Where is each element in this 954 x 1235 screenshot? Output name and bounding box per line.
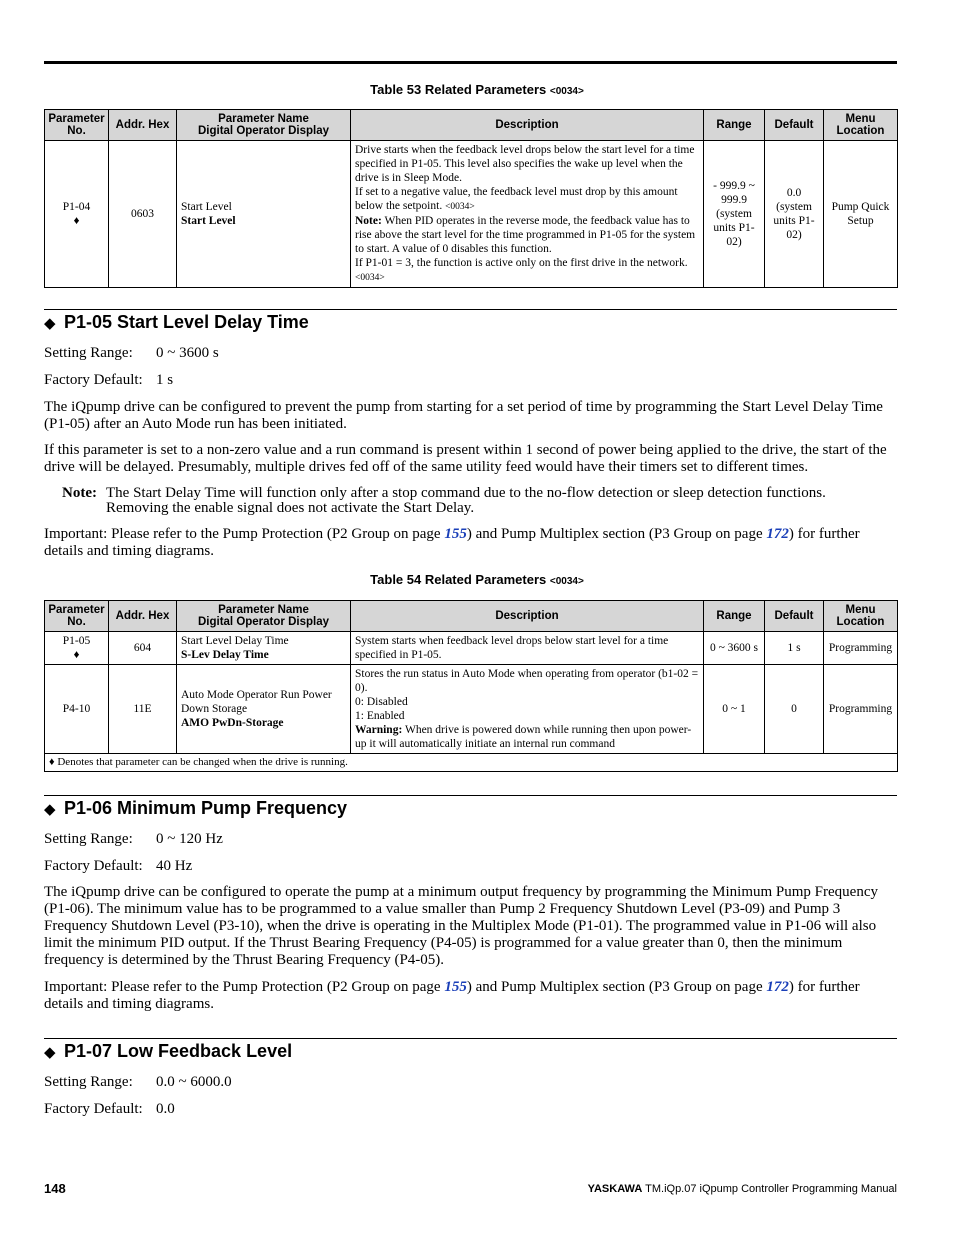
menu-cell: Programming (824, 632, 898, 665)
important-paragraph (44, 979, 897, 1013)
table-53-header-row (45, 110, 898, 141)
col-header-menu: Menu Location (824, 110, 898, 141)
desc-text-2: If set to a negative value, the feedback level must drop by this amount below the setpoint. (355, 186, 678, 212)
top-rule (44, 61, 897, 64)
col-header-range: Range (704, 110, 765, 141)
col-header-addr: Addr. Hex (109, 601, 177, 632)
default-cell: 0 (765, 665, 824, 754)
desc-cell (351, 141, 704, 288)
col-header-name (177, 110, 351, 141)
run-change-mark: ♦ (73, 215, 80, 227)
desc-note-label: Note: (355, 215, 382, 227)
desc-text-1: Stores the run status in Auto Mode when operating from operator (b1-02 = 0). (355, 668, 699, 694)
setting-range-value: 0.0 ~ 6000.0 (156, 1074, 232, 1090)
desc-text-3: 1: Enabled (355, 710, 405, 722)
col-header-name-b: Digital Operator Display (197, 125, 329, 137)
factory-default-value: 1 s (156, 372, 174, 388)
param-cell: P4-10 (45, 665, 109, 754)
note-text: The Start Delay Time will function only after a stop command due to the no-flow detection or sleep detection functions. Removing the enable signal does not activate the Start Delay. (106, 485, 826, 516)
table-54-header-row (45, 601, 898, 632)
name-cell (177, 632, 351, 665)
addr-cell: 0603 (109, 141, 177, 288)
desc-tag-1: <0034> (445, 202, 475, 212)
section-title-text: P1-05 Start Level Delay Time (64, 312, 309, 332)
note (62, 486, 882, 516)
col-header-name-b: Digital Operator Display (197, 616, 329, 628)
col-header-name-a: Parameter Name (218, 113, 309, 125)
paragraph: The iQpump drive can be configured to operate the pump at a minimum output frequency by programming the Minimum Pump Frequency (P1-06). The minimum value has to be programmed to a value smaller than Pump 2 Frequency Shutdown Level (P3-09) and Pump 3 Frequency Shutdown Level (P3-10), when the drive is operating in the Multiplex Mode (P1-01). The programmed value in P1-06 will also limit the minimum PID output. If the Thrust Bearing Frequency (P4-05) is programmed for a value greater than 0, then the minimum frequency is determined by the Thrust Bearing Frequency (P4-05). (44, 884, 878, 968)
factory-default-label: Factory Default: (44, 1101, 143, 1117)
note-label: Note: (62, 485, 97, 501)
footer-manual-title: TM.iQp.07 iQpump Controller Programming Manual (645, 1183, 897, 1195)
important-paragraph (44, 526, 897, 560)
desc-tag-2: <0034> (355, 273, 385, 283)
important-text-a: Important: Please refer to the Pump Protection (P2 Group on page (44, 526, 445, 542)
important-text-a: Important: Please refer to the Pump Protection (P2 Group on page (44, 979, 445, 995)
table-54-caption-text: Table 54 Related Parameters (370, 572, 547, 587)
footer-manual (588, 1183, 897, 1195)
range-cell: 0 ~ 1 (704, 665, 765, 754)
menu-cell: Pump Quick Setup (824, 141, 898, 288)
factory-default (44, 372, 897, 389)
table-row (45, 632, 898, 665)
important-text-c: ) for further details and timing diagrams. (44, 979, 860, 1012)
col-header-addr: Addr. Hex (109, 110, 177, 141)
setting-range (44, 345, 897, 362)
desc-text-2: 0: Disabled (355, 696, 408, 708)
col-header-default: Default (765, 601, 824, 632)
default-cell: 1 s (765, 632, 824, 665)
table-footnote-row (45, 754, 898, 772)
section-rule (44, 309, 897, 310)
diamond-icon: ◆ (44, 1044, 56, 1061)
col-header-param: Parameter No. (45, 110, 109, 141)
col-header-name-a: Parameter Name (218, 604, 309, 616)
setting-range-label: Setting Range: (44, 345, 133, 361)
col-header-range: Range (704, 601, 765, 632)
default-cell: 0.0 (system units P1-02) (765, 141, 824, 288)
desc-cell (351, 665, 704, 754)
param-cell (45, 632, 109, 665)
section-title-text: P1-07 Low Feedback Level (64, 1041, 293, 1061)
paragraph: The iQpump drive can be configured to prevent the pump from starting for a set period of time by programming the Start Level Delay Time (P1-05) after an Auto Mode run has been initiated. (44, 399, 883, 432)
page-number: 148 (44, 1181, 66, 1196)
param-name: Start Level Delay Time (181, 635, 289, 647)
col-header-menu: Menu Location (824, 601, 898, 632)
operator-display: Start Level (181, 215, 236, 227)
section-title (44, 798, 347, 819)
param-name: Auto Mode Operator Run Power Down Storage (181, 689, 332, 715)
param-cell (45, 141, 109, 288)
param-no: P1-04 (62, 201, 91, 213)
section-title (44, 1041, 292, 1062)
menu-cell: Programming (824, 665, 898, 754)
desc-cell: System starts when feedback level drops below start level for a time specified in P1-05. (351, 632, 704, 665)
addr-cell: 604 (109, 632, 177, 665)
table-53 (44, 109, 898, 288)
table-53-caption-text: Table 53 Related Parameters (370, 82, 547, 97)
table-footnote: ♦ Denotes that parameter can be changed when the drive is running. (45, 754, 898, 772)
range-cell: - 999.9 ~ 999.9 (system units P1-02) (704, 141, 765, 288)
col-header-param: Parameter No. (45, 601, 109, 632)
col-header-desc: Description (351, 601, 704, 632)
important-text-b: ) and Pump Multiplex section (P3 Group on page (466, 526, 767, 542)
setting-range-label: Setting Range: (44, 1074, 133, 1090)
col-header-default: Default (765, 110, 824, 141)
table-54-caption (0, 572, 954, 587)
desc-text-1: Drive starts when the feedback level drops below the start level for a time specified in P1-05. This level also specifies the wake up level when the drive is in Sleep Mode. (355, 144, 695, 184)
table-row (45, 141, 898, 288)
factory-default-label: Factory Default: (44, 858, 143, 874)
section-rule (44, 795, 897, 796)
table-row (45, 665, 898, 754)
factory-default-value: 0.0 (156, 1101, 175, 1117)
desc-text-4: If P1-01 = 3, the function is active only on the first drive in the network. (355, 257, 688, 269)
param-no: P1-05 (62, 635, 91, 647)
page-link-155[interactable]: 155 (444, 526, 467, 542)
range-cell: 0 ~ 3600 s (704, 632, 765, 665)
section-rule (44, 1038, 897, 1039)
section-title-text: P1-06 Minimum Pump Frequency (64, 798, 348, 818)
desc-text-4: When drive is powered down while running then upon power-up it will automatically initiate an internal run command (355, 724, 692, 750)
col-header-name (177, 601, 351, 632)
param-name: Start Level (181, 201, 232, 213)
factory-default (44, 1101, 897, 1118)
section-title (44, 312, 309, 333)
setting-range-value: 0 ~ 3600 s (156, 345, 219, 361)
paragraph: If this parameter is set to a non-zero value and a run command is present within 1 second of power being applied to the drive, the start of the drive will be delayed. Presumably, multiple drives fed off of the same utility feed would have their timers set to different times. (44, 442, 887, 475)
page-link-172[interactable]: 172 (766, 979, 789, 995)
setting-range (44, 1074, 897, 1091)
operator-display: AMO PwDn-Storage (181, 717, 284, 729)
addr-cell: 11E (109, 665, 177, 754)
page-link-172[interactable]: 172 (766, 526, 789, 542)
factory-default-label: Factory Default: (44, 372, 143, 388)
footer-brand: YASKAWA (587, 1183, 643, 1195)
table-54-caption-tag: <0034> (549, 576, 584, 587)
desc-text-3: When PID operates in the reverse mode, the feedback value has to rise above the start level for the time programmed in P1-05 for the system to start. A value of 0 disables this function. (355, 215, 696, 255)
col-header-desc: Description (351, 110, 704, 141)
run-change-mark: ♦ (73, 649, 80, 661)
factory-default (44, 858, 897, 875)
desc-warning-label: Warning: (355, 724, 403, 736)
important-text-c: ) for further details and timing diagrams. (44, 526, 860, 559)
operator-display: S-Lev Delay Time (181, 649, 269, 661)
name-cell (177, 141, 351, 288)
name-cell (177, 665, 351, 754)
important-text-b: ) and Pump Multiplex section (P3 Group on page (466, 979, 767, 995)
table-53-caption-tag: <0034> (549, 86, 584, 97)
page-link-155[interactable]: 155 (444, 979, 467, 995)
setting-range-label: Setting Range: (44, 831, 133, 847)
table-53-caption (0, 82, 954, 97)
setting-range (44, 831, 897, 848)
diamond-icon: ◆ (44, 315, 56, 332)
diamond-icon: ◆ (44, 801, 56, 818)
table-54 (44, 600, 898, 772)
factory-default-value: 40 Hz (156, 858, 193, 874)
setting-range-value: 0 ~ 120 Hz (156, 831, 223, 847)
